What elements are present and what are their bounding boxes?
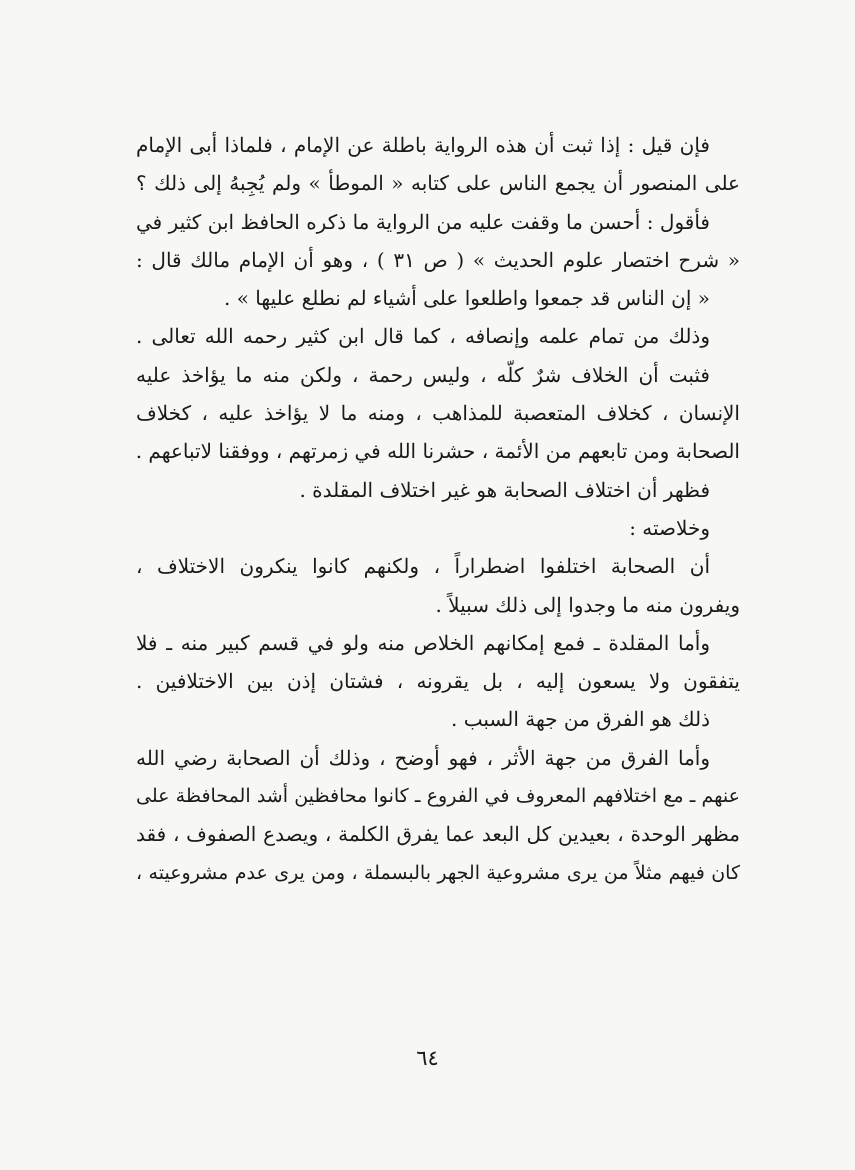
text-line: يتفقون ولا يسعون إليه ، بل يقرونه ، فشتان إذن بين الاختلافين . <box>136 669 740 694</box>
text-line: على المنصور أن يجمع الناس على كتابه « الموطأ » ولم يُجِبهُ إلى ذلك ؟ <box>136 171 740 196</box>
text-line: مظهر الوحدة ، بعيدين كل البعد عما يفرق الكلمة ، ويصدع الصفوف ، فقد <box>136 822 740 847</box>
page-number: ٦٤ <box>416 1046 439 1070</box>
text-line: فأقول : أحسن ما وقفت عليه من الرواية ما ذكره الحافظ ابن كثير في <box>136 209 710 234</box>
text-line: ويفرون منه ما وجدوا إلى ذلك سبيلاً . <box>435 592 740 617</box>
text-line: عنهم ـ مع اختلافهم المعروف في الفروع ـ كانوا محافظين أشد المحافظة على <box>136 785 740 808</box>
text-line: الصحابة ومن تابعهم من الأئمة ، حشرنا الله في زمرتهم ، ووفقنا لاتباعهم . <box>135 439 740 464</box>
text-line: أن الصحابة اختلفوا اضطراراً ، ولكنهم كانوا ينكرون الاختلاف ، <box>136 554 710 579</box>
text-line: « شرح اختصار علوم الحديث » ( ص ٣١ ) ، وهو أن الإمام مالك قال : <box>136 247 740 272</box>
page-body-text <box>136 126 740 892</box>
text-line: وأما المقلدة ـ فمع إمكانهم الخلاص منه ولو في قسم كبير منه ـ فلا <box>136 630 710 655</box>
text-line: ذلك هو الفرق من جهة السبب . <box>451 707 710 732</box>
text-line: كان فيهم مثلاً من يرى مشروعية الجهر بالبسملة ، ومن يرى عدم مشروعيته ، <box>136 861 740 884</box>
text-line: فإن قيل : إذا ثبت أن هذه الرواية باطلة عن الإمام ، فلماذا أبى الإمام <box>136 133 710 157</box>
text-line: فظهر أن اختلاف الصحابة هو غير اختلاف المقلدة . <box>299 477 710 502</box>
text-line: وأما الفرق من جهة الأثر ، فهو أوضح ، وذلك أن الصحابة رضي الله <box>136 745 710 770</box>
text-line: الإنسان ، كخلاف المتعصبة للمذاهب ، ومنه ما لا يؤاخذ عليه ، كخلاف <box>136 401 740 426</box>
text-line: وخلاصته : <box>629 515 710 540</box>
text-line: وذلك من تمام علمه وإنصافه ، كما قال ابن كثير رحمه الله تعالى . <box>136 324 710 349</box>
text-line: « إن الناس قد جمعوا واطلعوا على أشياء لم نطلع عليها » . <box>224 286 710 311</box>
text-line: فثبت أن الخلاف شرٌ كلّه ، وليس رحمة ، ولكن منه ما يؤاخذ عليه <box>136 362 710 387</box>
